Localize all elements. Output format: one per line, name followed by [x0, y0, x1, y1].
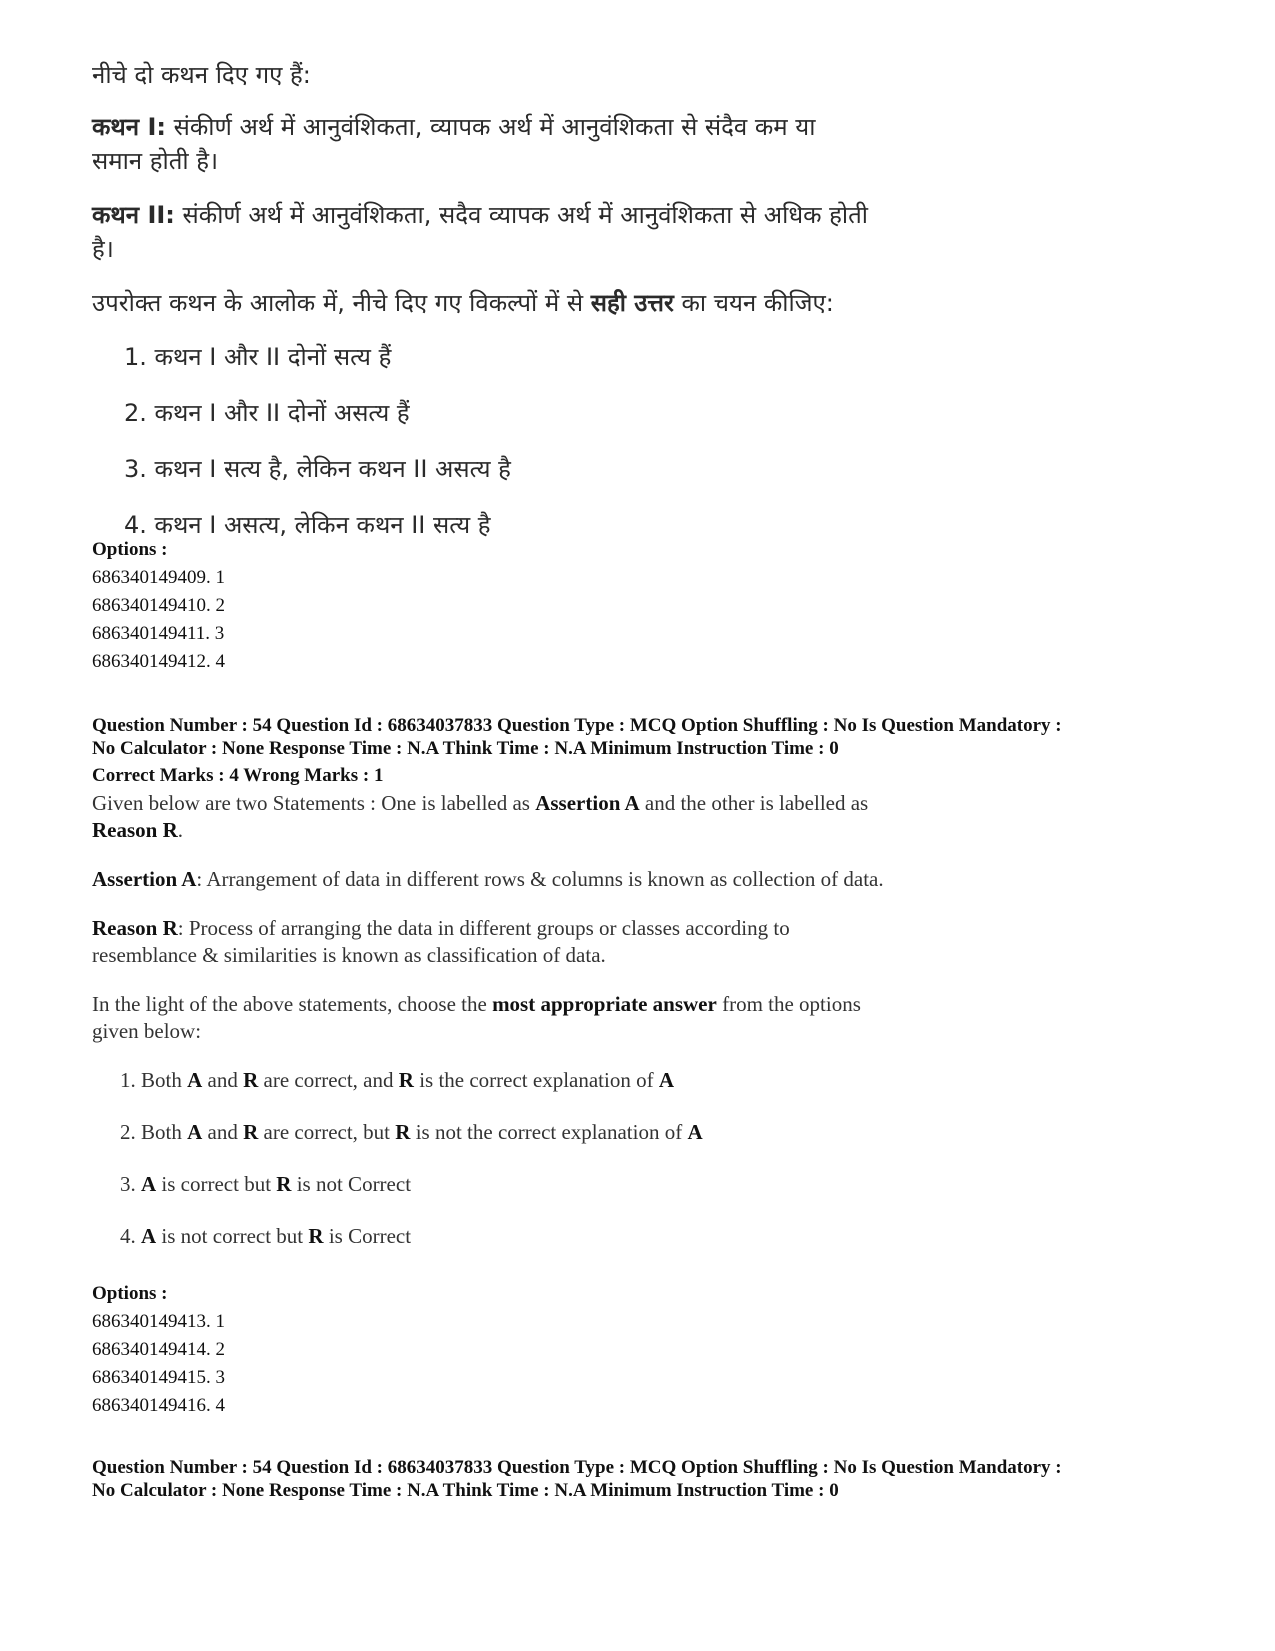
question-54-body	[92, 790, 892, 1250]
option-id: 686340149411. 3	[92, 623, 225, 644]
choice-r: R	[308, 1224, 324, 1248]
reason-ref: Reason R	[92, 818, 178, 842]
assertion-ref: Assertion A	[535, 791, 640, 815]
choice-a: A	[658, 1068, 675, 1092]
option-id: 686340149415. 3	[92, 1367, 225, 1388]
statement-2	[92, 198, 872, 266]
instruction-emphasis: सही उत्तर	[590, 289, 674, 317]
answer-choice: 2. कथन I और II दोनों असत्य हैं	[124, 399, 410, 427]
question-54-meta	[92, 714, 1192, 787]
options-label: Options :	[92, 539, 168, 560]
statement-1	[92, 110, 872, 178]
choice-r: R	[395, 1120, 411, 1144]
assertion-text: : Arrangement of data in different rows & columns is known as collection of data.	[196, 867, 884, 891]
choice-text: 4.	[120, 1224, 141, 1248]
option-id: 686340149410. 2	[92, 595, 225, 616]
intro-text: .	[177, 818, 184, 842]
reason	[92, 915, 892, 969]
choice-r: R	[243, 1120, 259, 1144]
meta-line: No Calculator : None Response Time : N.A Think Time : N.A Minimum Instruction Time : 0	[92, 1480, 839, 1501]
statement-2-label: कथन II:	[92, 201, 175, 229]
instruction-text-end: का चयन कीजिए:	[673, 289, 834, 317]
instruction-text-end: from the options given below:	[92, 992, 861, 1043]
choice-text: are correct, but	[258, 1120, 396, 1144]
intro-text: and the other is labelled as	[639, 791, 869, 815]
answer-choices	[92, 340, 872, 542]
choice-text: is not correct but	[156, 1224, 309, 1248]
choice-r: R	[276, 1172, 292, 1196]
statement-1-text: संकीर्ण अर्थ में आनुवंशिकता, व्यापक अर्थ में आनुवंशिकता से संदैव कम या समान होती है।	[92, 113, 816, 175]
answer-choice	[120, 1067, 892, 1094]
choice-text: 1. Both	[120, 1068, 188, 1092]
choice-r: R	[243, 1068, 259, 1092]
choice-a: A	[187, 1120, 203, 1144]
choice-text: 2. Both	[120, 1120, 188, 1144]
choice-text: is Correct	[323, 1224, 412, 1248]
choice-text: is not Correct	[291, 1172, 412, 1196]
question-54-options	[92, 1280, 225, 1420]
reason-text: : Process of arranging the data in different groups or classes according to resemblance & similarities is known as classification of data.	[92, 916, 790, 967]
meta-line: No Calculator : None Response Time : N.A Think Time : N.A Minimum Instruction Time : 0	[92, 738, 839, 759]
question-54-meta-repeat	[92, 1456, 1192, 1502]
choice-text: is correct but	[156, 1172, 277, 1196]
meta-line: Question Number : 54 Question Id : 68634037833 Question Type : MCQ Option Shuffling : No Is Question Mandatory :	[92, 1457, 1062, 1478]
answer-choice	[120, 1171, 892, 1198]
assertion	[92, 866, 892, 893]
answer-choice: 4. कथन I असत्य, लेकिन कथन II सत्य है	[124, 511, 491, 539]
answer-choice	[120, 1223, 892, 1250]
choice-text: and	[202, 1068, 244, 1092]
choice-a: A	[187, 1068, 203, 1092]
choice-text: are correct, and	[258, 1068, 399, 1092]
statement-1-label: कथन I:	[92, 113, 166, 141]
instruction-emphasis: most appropriate answer	[492, 992, 717, 1016]
question-intro: नीचे दो कथन दिए गए हैं:	[92, 61, 311, 89]
option-id: 686340149414. 2	[92, 1339, 225, 1360]
statement-2-text: संकीर्ण अर्थ में आनुवंशिकता, सदैव व्यापक अर्थ में आनुवंशिकता से अधिक होती है।	[92, 201, 869, 263]
answer-choices	[92, 1067, 892, 1250]
question-53-body	[92, 58, 872, 542]
answer-choice	[120, 1119, 892, 1146]
option-id: 686340149412. 4	[92, 651, 225, 672]
question-instruction	[92, 286, 872, 320]
choice-text: is the correct explanation of	[413, 1068, 659, 1092]
answer-choice: 1. कथन I और II दोनों सत्य हैं	[124, 343, 392, 371]
answer-choice: 3. कथन I सत्य है, लेकिन कथन II असत्य है	[124, 455, 511, 483]
choice-text: 3.	[120, 1172, 141, 1196]
question-53-options	[92, 536, 225, 676]
assertion-label: Assertion A	[92, 867, 197, 891]
choice-a: A	[687, 1120, 703, 1144]
meta-line: Question Number : 54 Question Id : 68634037833 Question Type : MCQ Option Shuffling : No Is Question Mandatory :	[92, 715, 1062, 736]
marks-line: Correct Marks : 4 Wrong Marks : 1	[92, 765, 384, 786]
intro-text: Given below are two Statements : One is labelled as	[92, 791, 536, 815]
option-id: 686340149416. 4	[92, 1395, 225, 1416]
instruction-text: उपरोक्त कथन के आलोक में, नीचे दिए गए विकल्पों में से	[92, 289, 591, 317]
options-label: Options :	[92, 1283, 168, 1304]
question-intro	[92, 790, 892, 844]
choice-a: A	[141, 1172, 157, 1196]
instruction-text: In the light of the above statements, choose the	[92, 992, 493, 1016]
option-id: 686340149413. 1	[92, 1311, 225, 1332]
choice-r: R	[398, 1068, 414, 1092]
reason-label: Reason R	[92, 916, 178, 940]
option-id: 686340149409. 1	[92, 567, 225, 588]
choice-text: and	[202, 1120, 244, 1144]
choice-text: is not the correct explanation of	[410, 1120, 688, 1144]
choice-a: A	[141, 1224, 157, 1248]
question-instruction	[92, 991, 892, 1045]
